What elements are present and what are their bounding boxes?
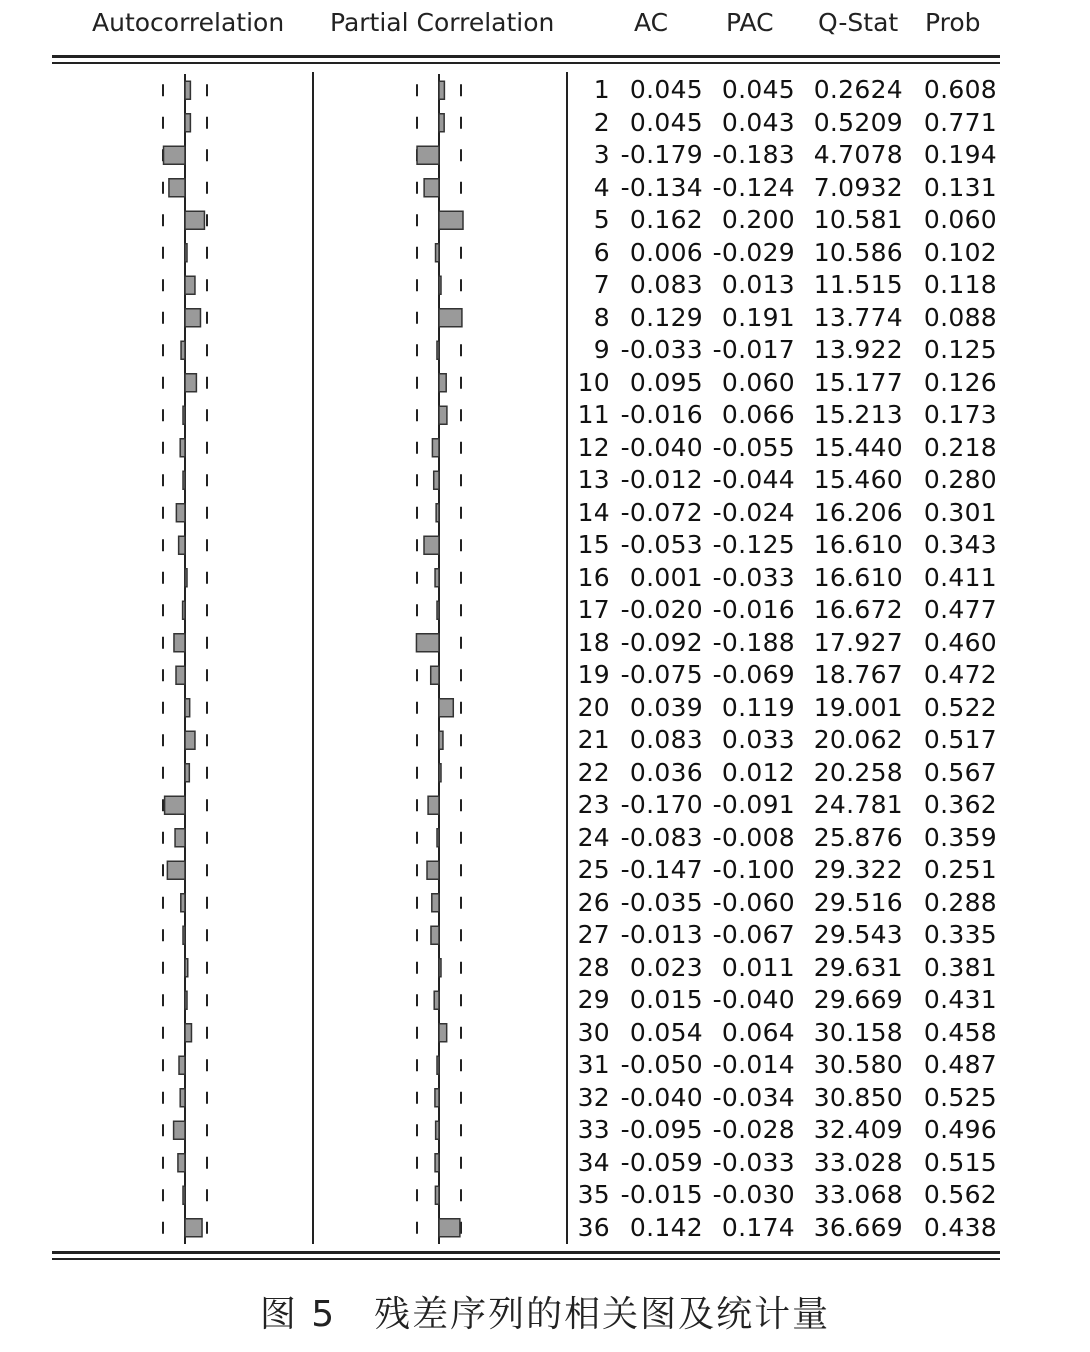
ac-cell: -0.083: [620, 822, 703, 852]
q-stat-cell: 30.850: [813, 1082, 903, 1112]
pac-cell: 0.174: [721, 1212, 795, 1242]
ac-bar-lag-36: [185, 1219, 202, 1237]
pac-cell: 0.060: [721, 367, 795, 397]
q-stat-cell: 25.876: [813, 822, 903, 852]
ac-cell: 0.162: [629, 205, 703, 235]
ac-bar-lag-33: [174, 1121, 185, 1139]
pac-cell: -0.067: [712, 920, 795, 950]
q-stat-cell: 36.669: [813, 1212, 903, 1242]
ac-cell: -0.012: [620, 465, 703, 495]
ac-bar-lag-23: [165, 796, 185, 814]
lag-cell: 15: [577, 530, 610, 560]
pac-cell: -0.124: [712, 172, 795, 202]
ac-bar-lag-15: [179, 536, 185, 554]
prob-cell: 0.515: [923, 1147, 997, 1177]
q-stat-cell: 16.672: [813, 595, 903, 625]
ac-bar-lag-34: [178, 1154, 185, 1172]
header-q-stat: Q-Stat: [818, 8, 899, 37]
q-stat-cell: 13.922: [813, 335, 903, 365]
ac-bar-lag-8: [185, 309, 200, 327]
pac-cell: -0.016: [712, 595, 795, 625]
ac-cell: -0.020: [620, 595, 703, 625]
pac-cell: -0.029: [712, 237, 795, 267]
pac-bar-lag-22: [439, 764, 441, 782]
ac-bar-lag-26: [181, 894, 185, 912]
ac-cell: -0.015: [620, 1180, 703, 1210]
ac-cell: -0.095: [620, 1115, 703, 1145]
prob-cell: 0.438: [923, 1212, 997, 1242]
pac-cell: -0.008: [712, 822, 795, 852]
ac-cell: 0.039: [629, 692, 703, 722]
lag-cell: 16: [577, 562, 610, 592]
ac-cell: -0.053: [620, 530, 703, 560]
q-stat-cell: 20.062: [813, 725, 903, 755]
pac-bar-lag-25: [427, 861, 439, 879]
pac-bar-lag-1: [439, 81, 444, 99]
lag-cell: 13: [577, 465, 610, 495]
header-pac: PAC: [726, 8, 774, 37]
pac-cell: -0.069: [712, 660, 795, 690]
prob-cell: 0.280: [923, 465, 997, 495]
pac-bar-lag-20: [439, 699, 453, 717]
q-stat-cell: 7.0932: [813, 172, 903, 202]
q-stat-cell: 24.781: [813, 790, 903, 820]
ac-cell: -0.059: [620, 1147, 703, 1177]
lag-cell: 20: [577, 692, 610, 722]
q-stat-cell: 15.460: [813, 465, 903, 495]
pac-cell: -0.040: [712, 985, 795, 1015]
figure-caption: 图 5 残差序列的相关图及统计量: [259, 1294, 831, 1335]
prob-cell: 0.173: [923, 400, 997, 430]
pac-bar-lag-34: [435, 1154, 439, 1172]
lag-cell: 33: [577, 1115, 610, 1145]
q-stat-cell: 15.177: [813, 367, 903, 397]
ac-cell: -0.040: [620, 432, 703, 462]
prob-cell: 0.525: [923, 1082, 997, 1112]
ac-cell: -0.072: [620, 497, 703, 527]
pac-bar-lag-12: [432, 439, 439, 457]
ac-bar-lag-9: [181, 341, 185, 359]
ac-bar-lag-11: [183, 406, 185, 424]
lag-cell: 29: [577, 985, 610, 1015]
ac-cell: 0.015: [629, 985, 703, 1015]
bottom-rule-1: [52, 1251, 1000, 1254]
pac-cell: 0.191: [721, 302, 795, 332]
header-partial-correlation: Partial Correlation: [330, 8, 555, 37]
ac-cell: -0.134: [620, 172, 703, 202]
pac-cell: 0.011: [721, 952, 795, 982]
ac-bar-lag-3: [164, 146, 185, 164]
lag-cell: 36: [577, 1212, 610, 1242]
ac-bar-lag-4: [169, 179, 185, 197]
lag-cell: 18: [577, 627, 610, 657]
q-stat-cell: 29.516: [813, 887, 903, 917]
pac-cell: -0.028: [712, 1115, 795, 1145]
pac-cell: -0.091: [712, 790, 795, 820]
ac-cell: -0.179: [620, 140, 703, 170]
pac-bar-lag-32: [435, 1089, 439, 1107]
prob-cell: 0.088: [923, 302, 997, 332]
ac-bar-lag-19: [176, 666, 185, 684]
lag-cell: 3: [593, 140, 610, 170]
ac-bar-lag-18: [174, 634, 185, 652]
pac-bar-lag-14: [436, 504, 439, 522]
q-stat-cell: 0.2624: [813, 75, 903, 105]
prob-cell: 0.608: [923, 75, 997, 105]
prob-cell: 0.194: [923, 140, 997, 170]
prob-cell: 0.251: [923, 855, 997, 885]
ac-cell: 0.142: [629, 1212, 703, 1242]
lag-cell: 8: [593, 302, 610, 332]
ac-bar-lag-16: [185, 569, 187, 587]
ac-cell: 0.045: [629, 107, 703, 137]
pac-bar-lag-13: [434, 471, 439, 489]
lag-cell: 17: [577, 595, 610, 625]
prob-cell: 0.381: [923, 952, 997, 982]
lag-cell: 14: [577, 497, 610, 527]
pac-bar-lag-4: [424, 179, 439, 197]
q-stat-cell: 11.515: [813, 270, 903, 300]
ac-bar-lag-5: [185, 211, 204, 229]
ac-cell: 0.036: [629, 757, 703, 787]
q-stat-cell: 16.206: [813, 497, 903, 527]
q-stat-cell: 29.631: [813, 952, 903, 982]
ac-bar-lag-7: [185, 276, 195, 294]
ac-cell: 0.023: [629, 952, 703, 982]
prob-cell: 0.411: [923, 562, 997, 592]
ac-bar-lag-29: [185, 991, 187, 1009]
lag-cell: 26: [577, 887, 610, 917]
prob-cell: 0.472: [923, 660, 997, 690]
prob-cell: 0.517: [923, 725, 997, 755]
q-stat-cell: 0.5209: [813, 107, 903, 137]
ac-bar-lag-14: [176, 504, 185, 522]
lag-cell: 35: [577, 1180, 610, 1210]
prob-cell: 0.343: [923, 530, 997, 560]
lag-cell: 4: [593, 172, 610, 202]
q-stat-cell: 33.068: [813, 1180, 903, 1210]
ac-cell: 0.001: [629, 562, 703, 592]
q-stat-cell: 29.322: [813, 855, 903, 885]
lag-cell: 5: [593, 205, 610, 235]
pac-bar-lag-9: [437, 341, 439, 359]
prob-cell: 0.567: [923, 757, 997, 787]
pac-cell: -0.125: [712, 530, 795, 560]
pac-bar-lag-35: [435, 1186, 439, 1204]
pac-cell: 0.033: [721, 725, 795, 755]
pac-cell: -0.033: [712, 1147, 795, 1177]
ac-cell: 0.006: [629, 237, 703, 267]
ac-bar-lag-22: [185, 764, 189, 782]
ac-bar-lag-30: [185, 1024, 191, 1042]
q-stat-cell: 4.7078: [813, 140, 903, 170]
lag-cell: 22: [577, 757, 610, 787]
pac-cell: -0.017: [712, 335, 795, 365]
ac-cell: -0.033: [620, 335, 703, 365]
ac-cell: -0.075: [620, 660, 703, 690]
pac-bar-lag-8: [439, 309, 462, 327]
pac-bar-lag-3: [417, 146, 439, 164]
pac-cell: 0.043: [721, 107, 795, 137]
lag-cell: 32: [577, 1082, 610, 1112]
pac-bar-lag-29: [434, 991, 439, 1009]
ac-bar-lag-24: [175, 829, 185, 847]
prob-cell: 0.431: [923, 985, 997, 1015]
prob-cell: 0.522: [923, 692, 997, 722]
ac-cell: -0.170: [620, 790, 703, 820]
pac-bar-lag-15: [424, 536, 439, 554]
lag-cell: 7: [593, 270, 610, 300]
prob-cell: 0.335: [923, 920, 997, 950]
q-stat-cell: 10.581: [813, 205, 903, 235]
pac-cell: -0.183: [712, 140, 795, 170]
pac-cell: -0.100: [712, 855, 795, 885]
q-stat-cell: 30.158: [813, 1017, 903, 1047]
ac-cell: -0.016: [620, 400, 703, 430]
pac-cell: 0.066: [721, 400, 795, 430]
q-stat-cell: 29.543: [813, 920, 903, 950]
q-stat-cell: 33.028: [813, 1147, 903, 1177]
ac-bar-lag-27: [183, 926, 185, 944]
ac-cell: -0.050: [620, 1050, 703, 1080]
header-autocorrelation: Autocorrelation: [92, 8, 285, 37]
pac-cell: -0.033: [712, 562, 795, 592]
ac-bar-lag-6: [185, 244, 187, 262]
q-stat-cell: 19.001: [813, 692, 903, 722]
lag-cell: 28: [577, 952, 610, 982]
q-stat-cell: 15.213: [813, 400, 903, 430]
pac-cell: -0.024: [712, 497, 795, 527]
q-stat-cell: 30.580: [813, 1050, 903, 1080]
lag-cell: 12: [577, 432, 610, 462]
pac-cell: -0.044: [712, 465, 795, 495]
prob-cell: 0.562: [923, 1180, 997, 1210]
prob-cell: 0.102: [923, 237, 997, 267]
pac-bar-lag-36: [439, 1219, 460, 1237]
ac-bar-lag-25: [167, 861, 185, 879]
ac-cell: 0.129: [629, 302, 703, 332]
pac-bar-lag-30: [439, 1024, 447, 1042]
ac-cell: -0.013: [620, 920, 703, 950]
ac-bar-lag-35: [183, 1186, 185, 1204]
q-stat-cell: 15.440: [813, 432, 903, 462]
lag-cell: 23: [577, 790, 610, 820]
pac-bar-lag-2: [439, 114, 444, 132]
prob-cell: 0.460: [923, 627, 997, 657]
prob-cell: 0.131: [923, 172, 997, 202]
ac-bar-lag-31: [179, 1056, 185, 1074]
lag-cell: 30: [577, 1017, 610, 1047]
pac-cell: 0.045: [721, 75, 795, 105]
prob-cell: 0.118: [923, 270, 997, 300]
lag-cell: 31: [577, 1050, 610, 1080]
pac-cell: 0.200: [721, 205, 795, 235]
ac-bar-lag-32: [180, 1089, 185, 1107]
pac-bar-lag-21: [439, 731, 443, 749]
prob-cell: 0.487: [923, 1050, 997, 1080]
pac-bar-lag-18: [416, 634, 439, 652]
prob-cell: 0.301: [923, 497, 997, 527]
q-stat-cell: 18.767: [813, 660, 903, 690]
ac-cell: 0.054: [629, 1017, 703, 1047]
prob-cell: 0.060: [923, 205, 997, 235]
pac-bar-lag-17: [437, 601, 439, 619]
prob-cell: 0.218: [923, 432, 997, 462]
pac-cell: -0.014: [712, 1050, 795, 1080]
q-stat-cell: 20.258: [813, 757, 903, 787]
pac-cell: -0.030: [712, 1180, 795, 1210]
header-ac: AC: [634, 8, 669, 37]
prob-cell: 0.458: [923, 1017, 997, 1047]
bottom-rule-2: [52, 1258, 1000, 1260]
ac-bar-lag-13: [183, 471, 185, 489]
ac-cell: -0.035: [620, 887, 703, 917]
pac-cell: 0.064: [721, 1017, 795, 1047]
prob-cell: 0.477: [923, 595, 997, 625]
lag-cell: 21: [577, 725, 610, 755]
prob-cell: 0.359: [923, 822, 997, 852]
prob-cell: 0.362: [923, 790, 997, 820]
prob-cell: 0.288: [923, 887, 997, 917]
prob-cell: 0.496: [923, 1115, 997, 1145]
pac-bar-lag-10: [439, 374, 446, 392]
lag-cell: 34: [577, 1147, 610, 1177]
pac-cell: 0.119: [721, 692, 795, 722]
pac-cell: -0.055: [712, 432, 795, 462]
pac-bar-lag-26: [432, 894, 439, 912]
ac-bar-lag-21: [185, 731, 195, 749]
q-stat-cell: 13.774: [813, 302, 903, 332]
pac-bar-lag-28: [439, 959, 441, 977]
prob-cell: 0.126: [923, 367, 997, 397]
lag-cell: 2: [593, 107, 610, 137]
pac-cell: -0.188: [712, 627, 795, 657]
pac-bar-lag-7: [439, 276, 441, 294]
q-stat-cell: 16.610: [813, 530, 903, 560]
pac-bar-lag-33: [436, 1121, 439, 1139]
ac-cell: 0.083: [629, 725, 703, 755]
lag-cell: 11: [577, 400, 610, 430]
pac-cell: 0.012: [721, 757, 795, 787]
ac-bar-lag-1: [185, 81, 190, 99]
pac-cell: -0.034: [712, 1082, 795, 1112]
lag-cell: 6: [593, 237, 610, 267]
pac-bar-lag-5: [439, 211, 463, 229]
pac-bar-lag-6: [436, 244, 439, 262]
lag-cell: 1: [593, 75, 610, 105]
pac-bar-lag-11: [439, 406, 447, 424]
ac-bar-lag-2: [185, 114, 190, 132]
header-prob: Prob: [925, 8, 981, 37]
pac-bar-lag-27: [431, 926, 439, 944]
q-stat-cell: 17.927: [813, 627, 903, 657]
lag-cell: 25: [577, 855, 610, 885]
ac-bar-lag-10: [185, 374, 196, 392]
pac-cell: -0.060: [712, 887, 795, 917]
ac-cell: 0.045: [629, 75, 703, 105]
q-stat-cell: 32.409: [813, 1115, 903, 1145]
q-stat-cell: 10.586: [813, 237, 903, 267]
pac-bar-lag-16: [435, 569, 439, 587]
pac-bar-lag-19: [431, 666, 439, 684]
ac-cell: 0.095: [629, 367, 703, 397]
prob-cell: 0.771: [923, 107, 997, 137]
lag-cell: 24: [577, 822, 610, 852]
lag-cell: 10: [577, 367, 610, 397]
ac-bar-lag-28: [185, 959, 188, 977]
q-stat-cell: 16.610: [813, 562, 903, 592]
pac-cell: 0.013: [721, 270, 795, 300]
ac-cell: -0.092: [620, 627, 703, 657]
ac-bar-lag-17: [183, 601, 185, 619]
pac-bar-lag-24: [437, 829, 439, 847]
ac-bar-lag-20: [185, 699, 190, 717]
ac-cell: -0.147: [620, 855, 703, 885]
prob-cell: 0.125: [923, 335, 997, 365]
pac-bar-lag-31: [437, 1056, 439, 1074]
ac-cell: 0.083: [629, 270, 703, 300]
pac-bar-lag-23: [428, 796, 439, 814]
ac-bar-lag-12: [180, 439, 185, 457]
lag-cell: 9: [593, 335, 610, 365]
lag-cell: 27: [577, 920, 610, 950]
ac-cell: -0.040: [620, 1082, 703, 1112]
q-stat-cell: 29.669: [813, 985, 903, 1015]
lag-cell: 19: [577, 660, 610, 690]
